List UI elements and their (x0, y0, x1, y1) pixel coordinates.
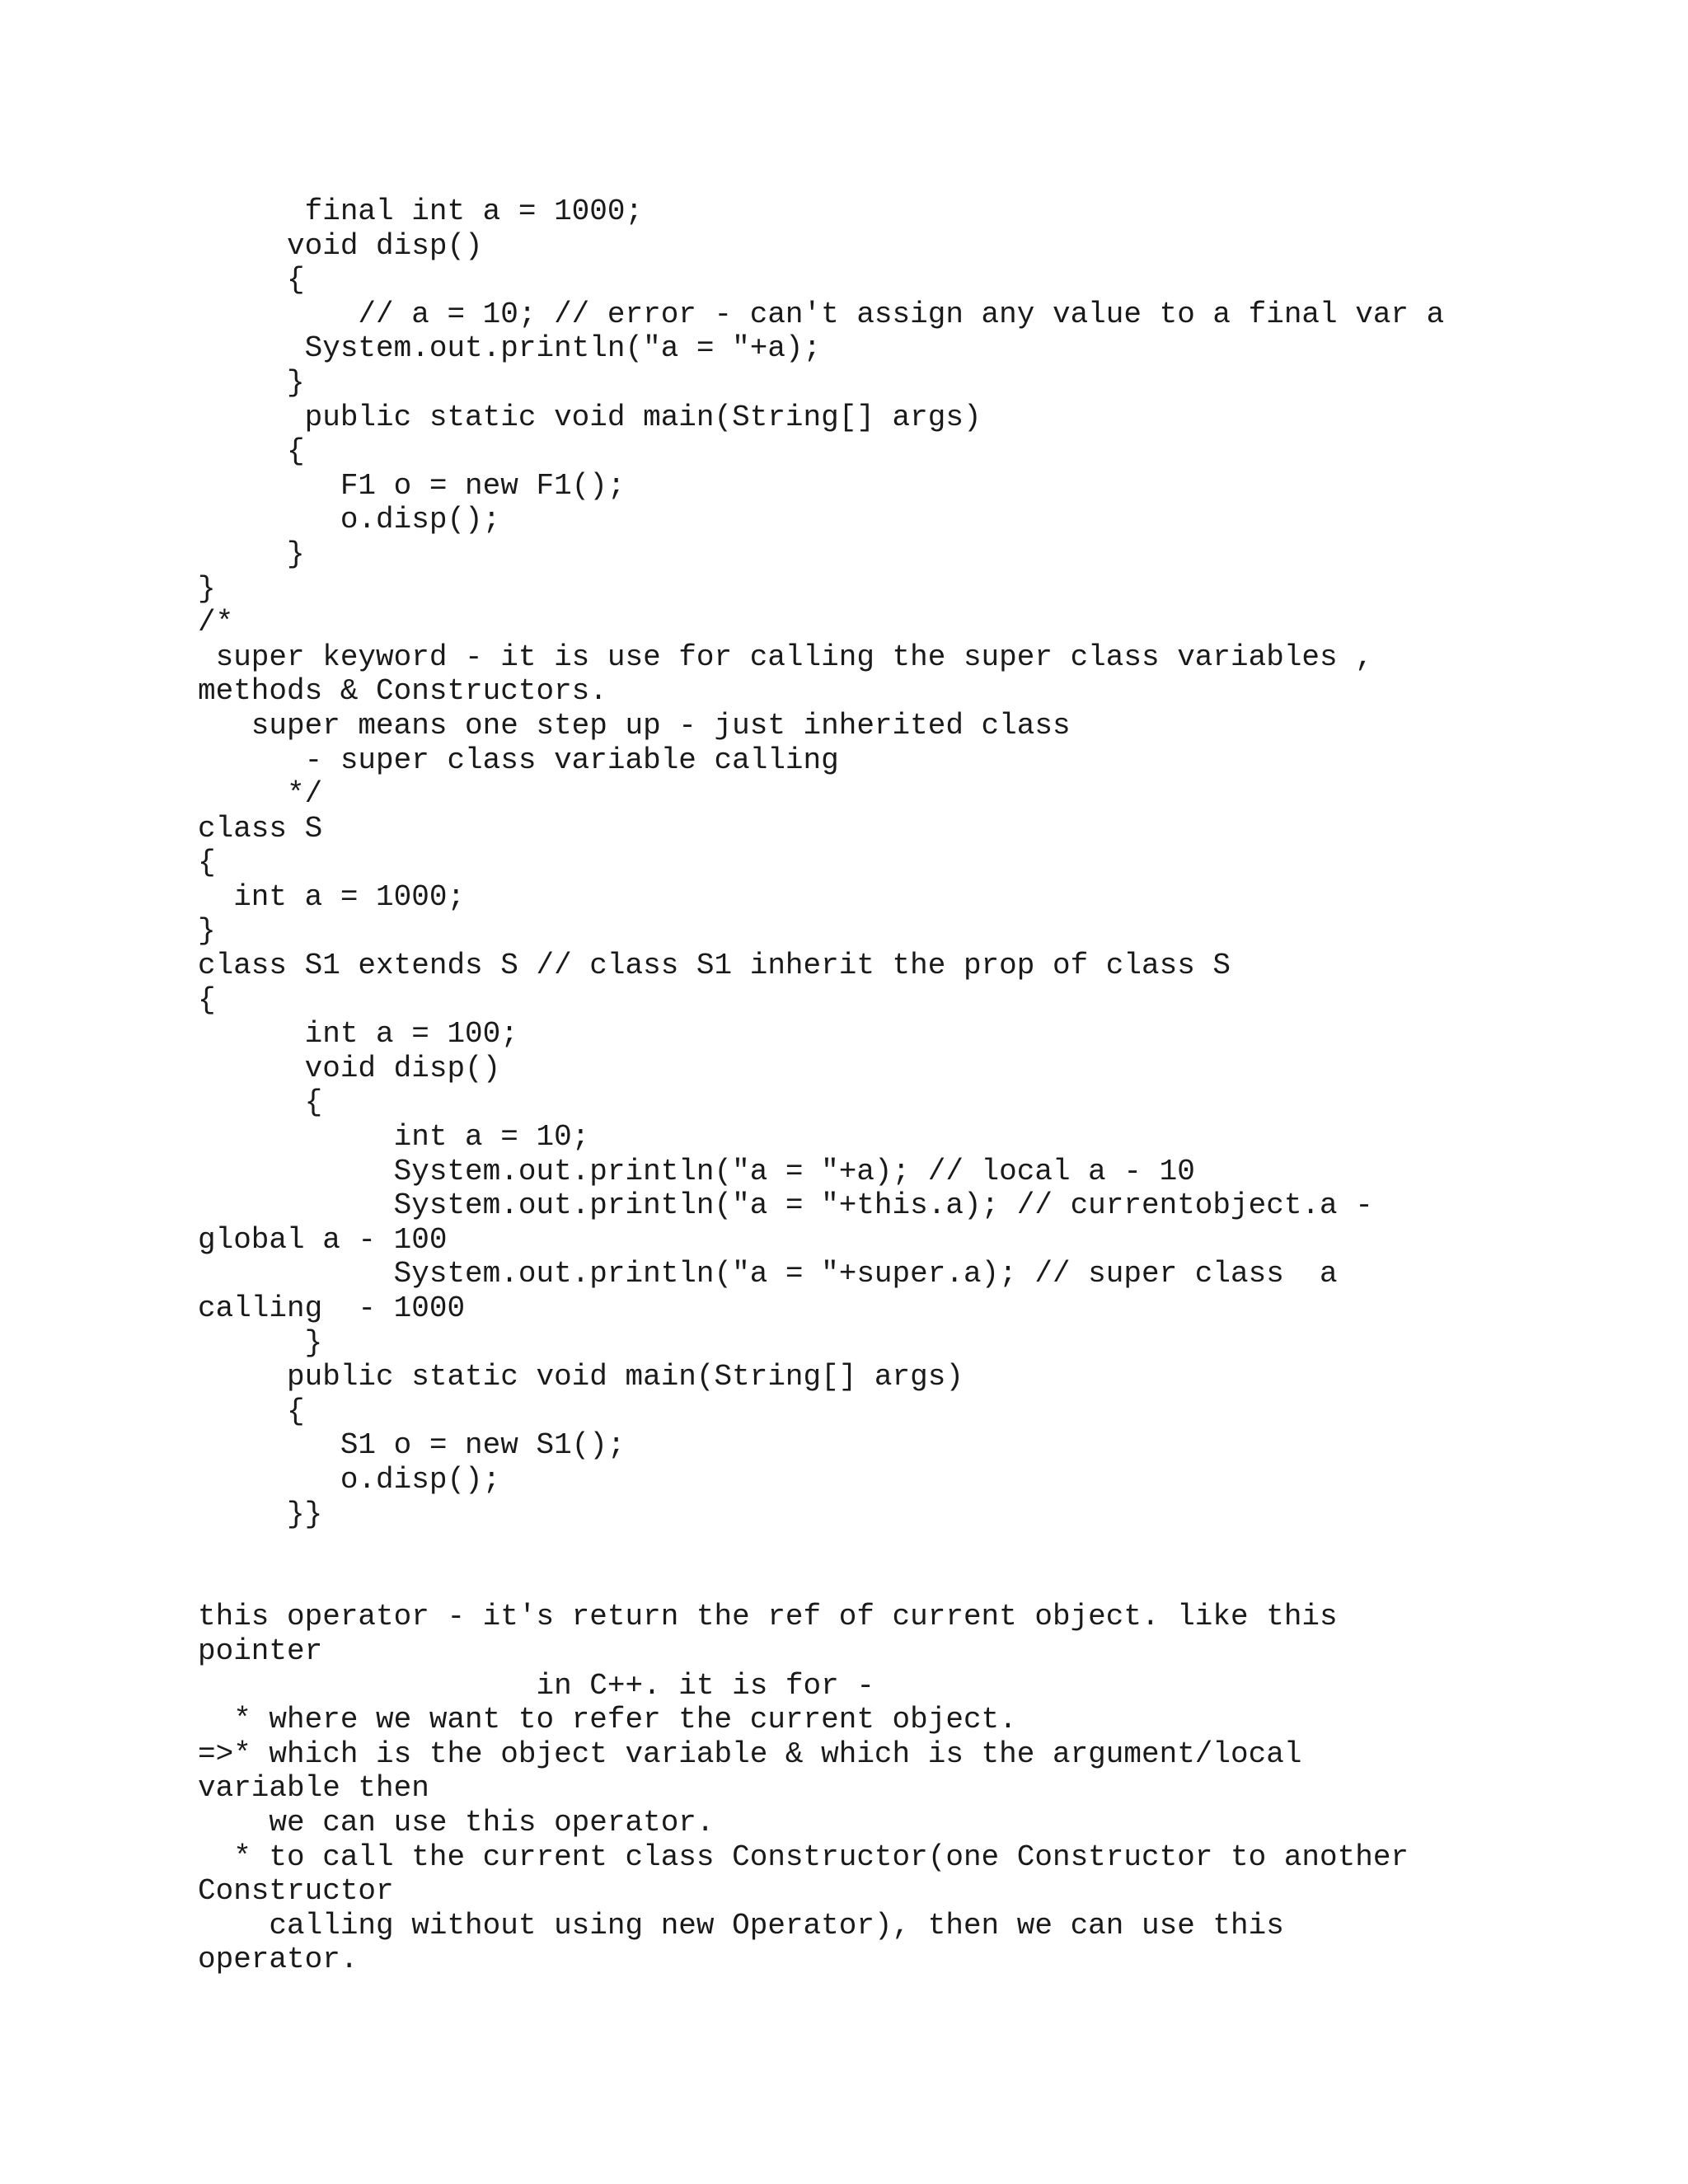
code-line: void disp() (198, 228, 483, 263)
code-line: class S (198, 811, 323, 846)
code-line: { (198, 1085, 323, 1120)
code-line: } (198, 914, 216, 949)
text-line: in C++. it is for - (198, 1668, 874, 1703)
code-line: calling - 1000 (198, 1291, 466, 1325)
code-line: S1 o = new S1(); (198, 1428, 626, 1463)
code-line: int a = 10; (198, 1120, 590, 1155)
text-line: we can use this operator. (198, 1805, 715, 1840)
code-line: System.out.println("a = "+this.a); // currentobject.a - (198, 1188, 1373, 1223)
code-line: o.disp(); (198, 503, 501, 537)
code-line: final int a = 1000; (198, 194, 644, 228)
code-line: System.out.println("a = "+super.a); // super class a (198, 1257, 1338, 1291)
text-line: pointer (198, 1633, 323, 1668)
comment-line: /* (198, 606, 234, 640)
code-line: int a = 1000; (198, 879, 466, 914)
code-line: { (198, 982, 216, 1017)
code-line: } (198, 571, 216, 606)
code-line: { (198, 434, 305, 469)
code-line: global a - 100 (198, 1222, 448, 1257)
code-line: public static void main(String[] args) (198, 1360, 964, 1394)
code-line: public static void main(String[] args) (198, 400, 982, 434)
code-line: { (198, 846, 216, 880)
text-line: Constructor (198, 1874, 394, 1909)
text-line: operator. (198, 1943, 359, 1977)
comment-line: */ (198, 777, 323, 812)
code-line: } (198, 365, 305, 400)
code-line: }} (198, 1497, 323, 1531)
code-line: // a = 10; // error - can't assign any value to a final var a (198, 297, 1445, 331)
blank-line (198, 1566, 1615, 1601)
comment-line: - super class variable calling (198, 743, 839, 777)
code-line: } (198, 537, 305, 571)
comment-line: super means one step up - just inherited class (198, 708, 1071, 743)
text-line: * to call the current class Constructor(one Constructor to another (198, 1840, 1409, 1874)
text-line: calling without using new Operator), then we can use this (198, 1908, 1284, 1943)
code-line: { (198, 263, 305, 298)
code-line: System.out.println("a = "+a); (198, 331, 822, 366)
comment-line: methods & Constructors. (198, 674, 607, 709)
code-line: { (198, 1394, 305, 1428)
text-line: =>* which is the object variable & which is the argument/local (198, 1736, 1302, 1771)
code-line: class S1 extends S // class S1 inherit the prop of class S (198, 949, 1231, 983)
code-listing (198, 194, 1615, 1977)
blank-line (198, 1531, 1615, 1566)
text-line: this operator - it's return the ref of current object. like this (198, 1600, 1338, 1634)
code-line: o.disp(); (198, 1462, 501, 1497)
text-line: variable then (198, 1771, 429, 1806)
code-line: void disp() (198, 1051, 501, 1085)
comment-line: super keyword - it is use for calling the super class variables , (198, 640, 1373, 674)
text-line: * where we want to refer the current object. (198, 1703, 1017, 1737)
code-line: F1 o = new F1(); (198, 468, 626, 503)
code-line: int a = 100; (198, 1017, 518, 1052)
code-line: } (198, 1325, 323, 1360)
code-line: System.out.println("a = "+a); // local a - 10 (198, 1154, 1195, 1188)
